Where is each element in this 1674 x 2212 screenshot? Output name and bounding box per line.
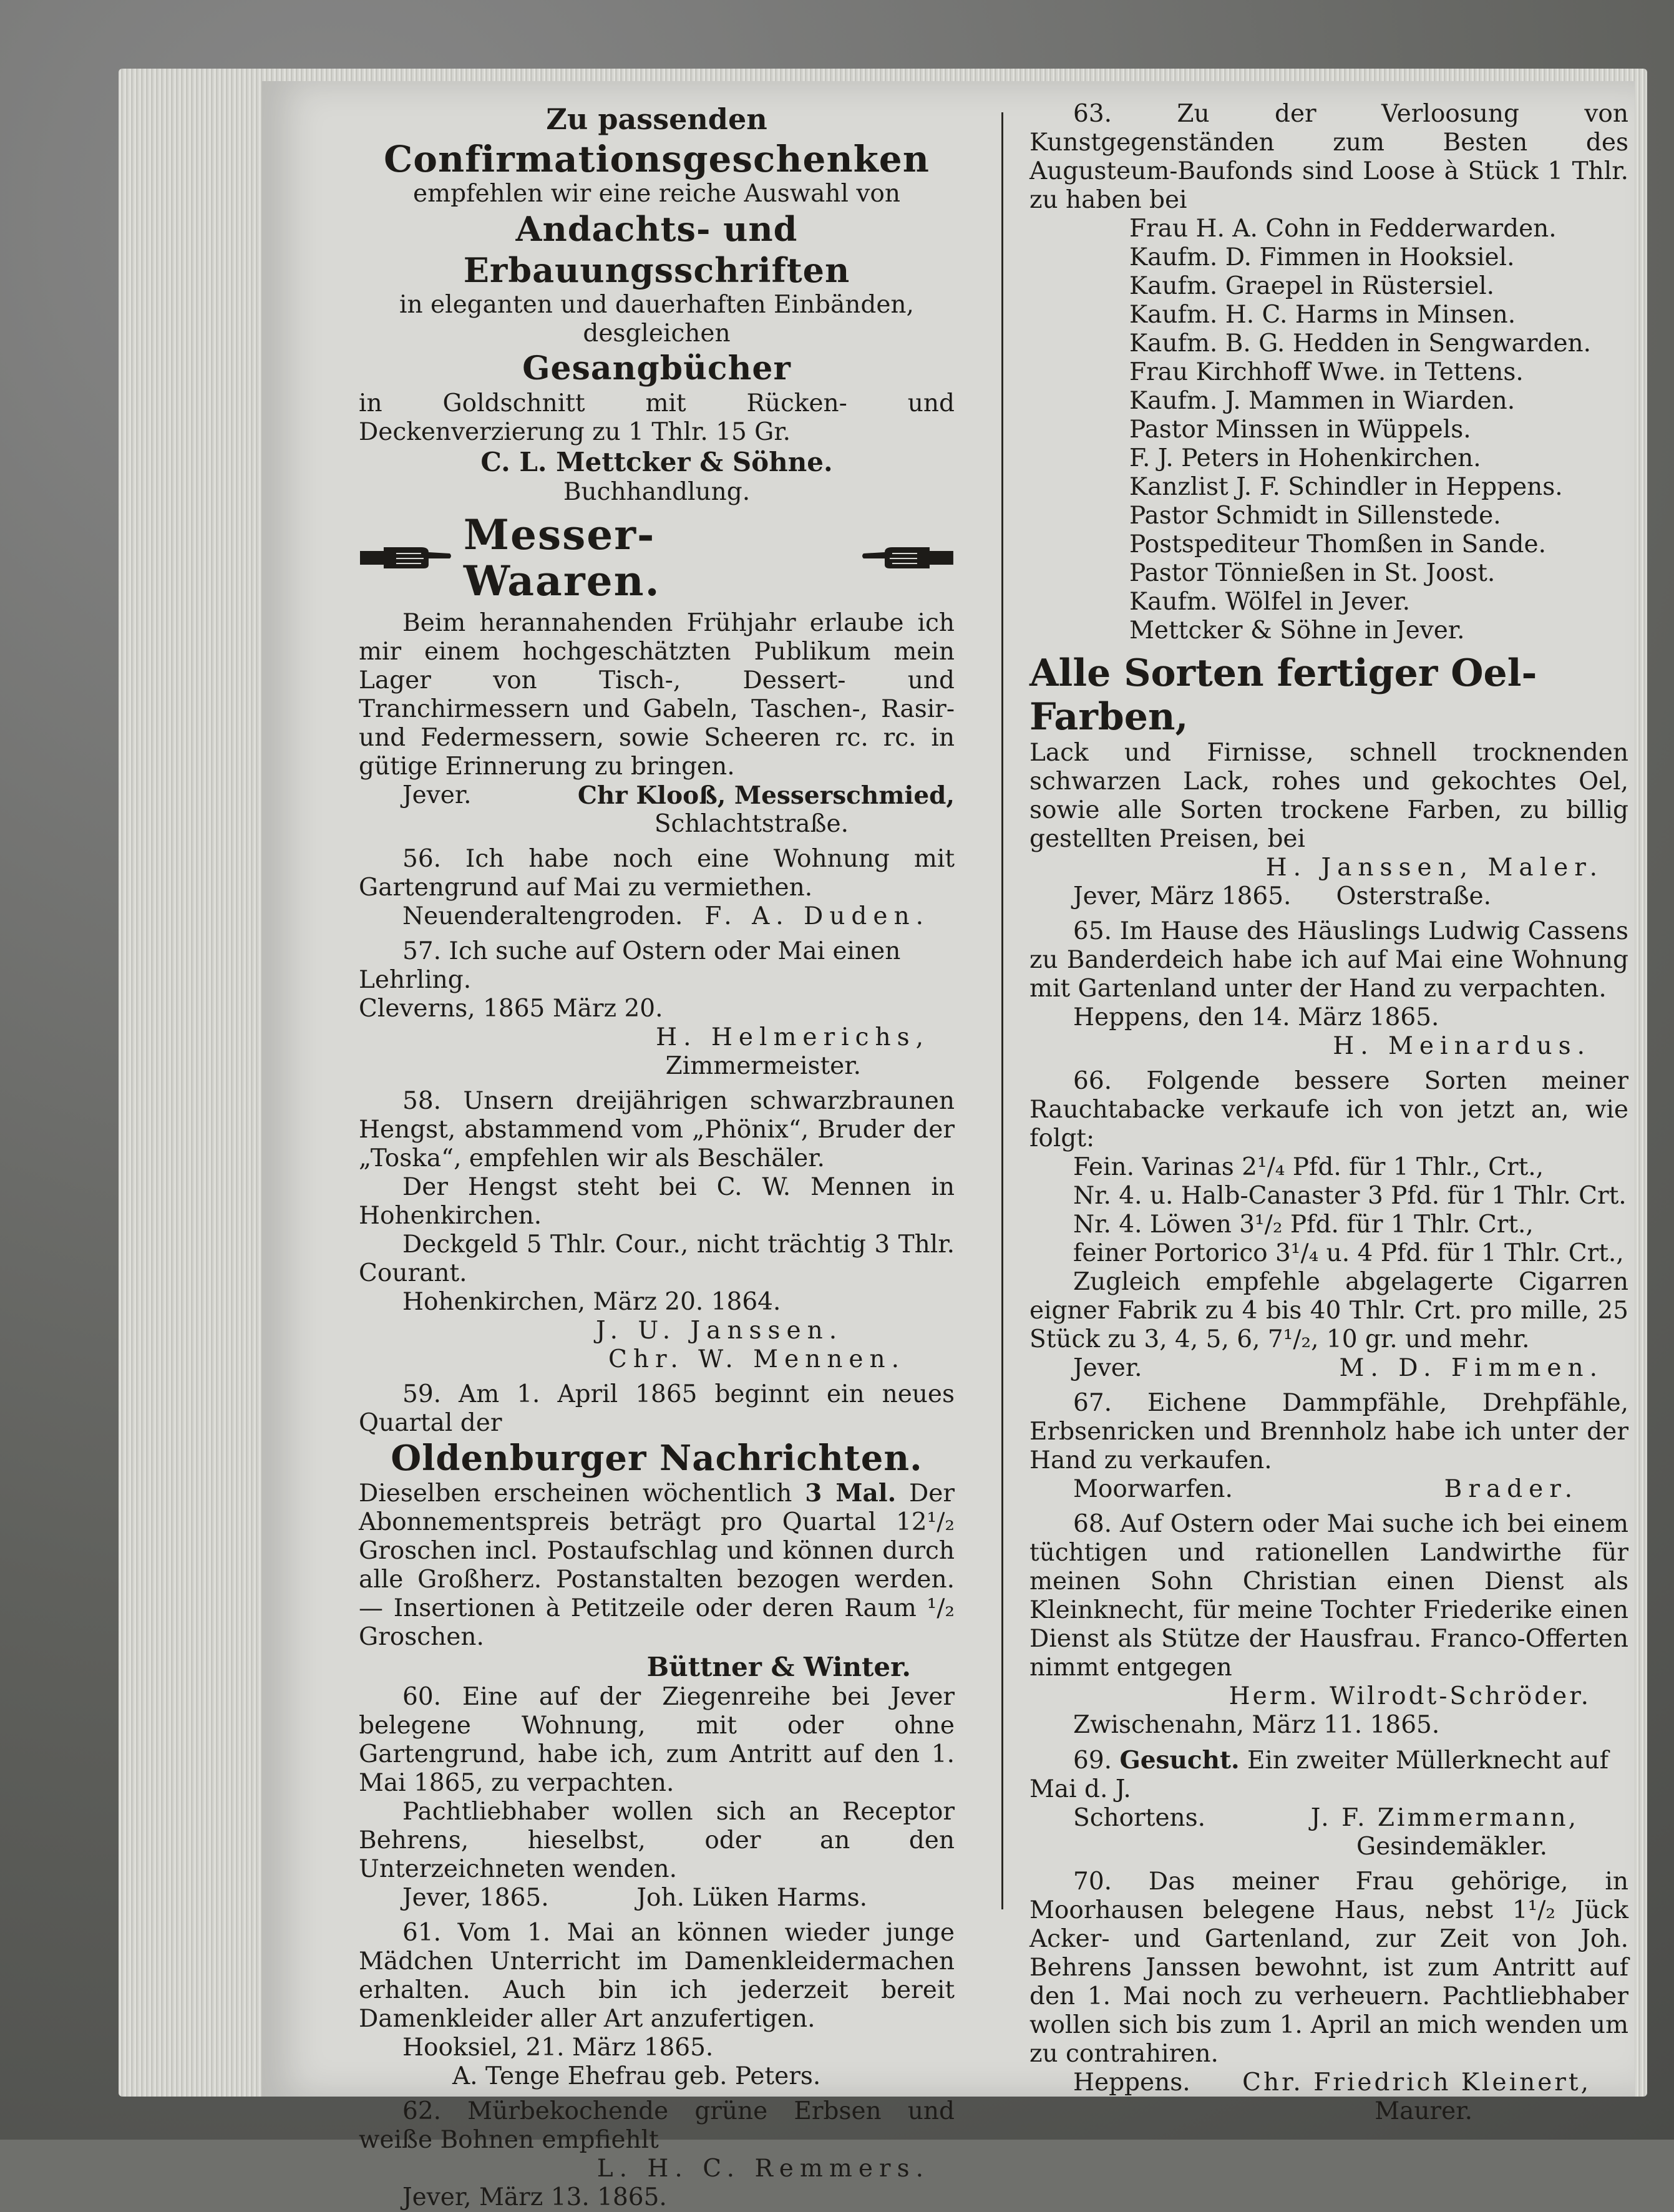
ad-messer-title: Messer-Waaren. — [463, 510, 661, 605]
ad-63-seller: Postspediteur Thomßen in Sande. — [1129, 530, 1546, 558]
ad-oel-place: Jever, März 1865. — [1073, 882, 1292, 910]
ad-68 — [1029, 1510, 1628, 1740]
ad-69 — [1029, 1746, 1628, 1861]
ad-58-name2: Chr. W. Mennen. — [608, 1345, 906, 1373]
spacer — [359, 2091, 955, 2097]
spacer — [359, 1374, 955, 1380]
ad-confirmation-line4: Andachts- und Erbauungsschriften — [463, 209, 850, 290]
ad-63-seller: Mettcker & Söhne in Jever. — [1129, 616, 1465, 645]
ad-69-text: Ein zweiter Müllerknecht auf Mai d. J. — [1029, 1747, 1609, 1803]
ad-65-name: H. Meinardus. — [1333, 1032, 1591, 1060]
ad-63-seller: Kaufm. H. C. Harms in Minsen. — [1129, 301, 1516, 329]
spacer — [1029, 1383, 1628, 1389]
ad-66-text2: Zugleich empfehle abgelagerte Cigarren eigner Fabrik zu 4 bis 40 Thlr. Crt. pro mille, 25 Stück zu 3, 4, 5, 6, 7¹/₂, 10 gr. und mehr. — [1029, 1268, 1628, 1353]
ad-68-text: 68. Auf Ostern oder Mai suche ich bei einem tüchtigen und rationellen Landwirthe für meinen Sohn Christian einen Dienst als Kleinknecht, für meine Tochter Friederike einen Dienst als Stütze der Hausfrau. Franco-Offerten nimmt entgegen — [1029, 1510, 1628, 1682]
ad-57-date: Cleverns, 1865 März 20. — [359, 995, 663, 1023]
ad-62-name: L. H. C. Remmers. — [596, 2155, 930, 2183]
ad-68-date: Zwischenahn, März 11. 1865. — [1073, 1711, 1440, 1739]
ad-63-seller: F. J. Peters in Hohenkirchen. — [1129, 444, 1481, 472]
ad-70-place: Heppens. — [1073, 2068, 1190, 2097]
ad-58-text2: Der Hengst steht bei C. W. Mennen in Hohenkirchen. — [359, 1173, 955, 1230]
ad-63-seller: Kaufm. B. G. Hedden in Sengwarden. — [1129, 329, 1592, 358]
ad-70-title: Maurer. — [1375, 2097, 1472, 2125]
ad-68-name: Herm. Wilrodt-Schröder. — [1229, 1682, 1591, 1710]
ad-67-signature — [1029, 1475, 1628, 1504]
ad-67-name: Brader. — [1444, 1475, 1579, 1503]
ad-63-seller: Kaufm. Graepel in Rüstersiel. — [1129, 272, 1495, 300]
spacer — [359, 931, 955, 937]
ad-57-title: Zimmermeister. — [665, 1052, 861, 1080]
ad-59 — [359, 1380, 955, 1683]
spacer — [1029, 645, 1628, 651]
spacer — [359, 1081, 955, 1087]
ad-58-text3: Deckgeld 5 Thlr. Cour., nicht trächtig 3 Thlr. Courant. — [359, 1230, 955, 1287]
ad-60-text: 60. Eine auf der Ziegenreihe bei Jever belegene Wohnung, mit oder ohne Gartengrund, habe ich, zum Antritt auf den 1. Mai 1865, zu verpachten. — [359, 1683, 955, 1797]
ad-65-date: Heppens, den 14. März 1865. — [1073, 1003, 1439, 1031]
spacer — [1029, 911, 1628, 917]
ad-confirmation-firm-sub: Buchhandlung. — [563, 478, 751, 506]
spacer — [359, 1912, 955, 1919]
ad-67-place: Moorwarfen. — [1073, 1475, 1233, 1503]
ad-66-item: Fein. Varinas 2¹/₄ Pfd. für 1 Thlr., Crt., — [1073, 1153, 1544, 1181]
spacer — [1029, 1861, 1628, 1868]
ad-67-text: 67. Eichene Dammpfähle, Drehpfähle, Erbsenricken und Brennholz habe ich unter der Hand zu verkaufen. — [1029, 1389, 1628, 1474]
ad-67 — [1029, 1389, 1628, 1504]
ad-63-seller: Kaufm. D. Fimmen in Hooksiel. — [1129, 243, 1515, 271]
ad-56-signature — [359, 902, 955, 931]
ad-59-firm: Büttner & Winter. — [646, 1652, 911, 1682]
ad-oel-street: Osterstraße. — [1336, 882, 1491, 910]
ad-60-name: Joh. Lüken Harms. — [636, 1884, 867, 1912]
ad-confirmation-line6: Gesangbücher — [522, 349, 791, 387]
ad-messer-signature — [359, 781, 955, 810]
ad-61-text: 61. Vom 1. Mai an können wieder junge Mädchen Unterricht im Damenkleidermachen erhalten. Auch bin ich jederzeit bereit Damenkleider aller Art anzufertigen. — [359, 1919, 955, 2033]
ad-69-title: Gesindemäkler. — [1356, 1833, 1547, 1861]
ad-65 — [1029, 917, 1628, 1061]
ad-63-seller: Pastor Schmidt in Sillenstede. — [1129, 502, 1501, 530]
ad-69-num: 69. — [1073, 1747, 1112, 1775]
ad-58 — [359, 1087, 955, 1374]
ad-69-name: J. F. Zimmermann, — [1310, 1804, 1579, 1832]
ad-66-item: Nr. 4. u. Halb-Canaster 3 Pfd. für 1 Thlr. Crt. — [1073, 1182, 1627, 1210]
ad-63-seller: Kanzlist J. F. Schindler in Heppens. — [1129, 473, 1563, 501]
ad-61 — [359, 1919, 955, 2091]
column-divider — [1001, 112, 1003, 1909]
ad-61-date: Hooksiel, 21. März 1865. — [402, 2034, 714, 2062]
ad-61-name: A. Tenge Ehefrau geb. Peters. — [452, 2062, 821, 2090]
ad-oel-text: Lack und Firnisse, schnell trocknenden schwarzen Lack, rohes und gekochtes Oel, sowie alle Sorten trockene Farben, zu billig gestellten Preisen, bei — [1029, 739, 1628, 853]
ad-messer-street: Schlachtstraße. — [654, 810, 849, 838]
ad-60-signature — [359, 1884, 955, 1912]
ad-70-name: Chr. Friedrich Kleinert, — [1242, 2068, 1591, 2097]
ad-messer-text: Beim herannahenden Frühjahr erlaube ich mir einem hochgeschätzten Publikum mein Lager von Tisch-, Dessert- und Tranchirmessern und Gabeln, Taschen-, Rasir- und Federmessern, sowie Scheeren rc. rc. in gütige Erinnerung zu bringen. — [359, 609, 955, 781]
ad-59-text2b: 3 Mal. — [805, 1479, 897, 1508]
ad-66-text: 66. Folgende bessere Sorten meiner Rauchtabacke verkaufe ich von jetzt an, wie folgt: — [1029, 1067, 1628, 1152]
ad-63-seller: Kaufm. Wölfel in Jever. — [1129, 588, 1411, 616]
spacer — [1029, 1740, 1628, 1746]
ad-57 — [359, 937, 955, 1081]
ad-63-seller: Frau Kirchhoff Wwe. in Tettens. — [1129, 358, 1524, 386]
ad-60 — [359, 1683, 955, 1912]
ad-66-item: Nr. 4. Löwen 3¹/₂ Pfd. für 1 Thlr. Crt., — [1073, 1211, 1534, 1239]
right-column — [1029, 100, 1628, 2126]
ad-messer-place: Jever. — [402, 781, 472, 809]
left-column — [359, 100, 955, 2212]
ad-56 — [359, 845, 955, 931]
ad-56-name: F. A. Duden. — [704, 902, 930, 930]
ad-59-text: 59. Am 1. April 1865 beginnt ein neues Quartal der — [359, 1380, 955, 1437]
ad-confirmation-line5: in eleganten und dauerhaften Einbänden, desgleichen — [399, 291, 914, 348]
ad-60-text2: Pachtliebhaber wollen sich an Receptor Behrens, hieselbst, oder an den Unterzeichneten wenden. — [359, 1798, 955, 1883]
ad-messer-name: Chr Klooß, Messerschmied, — [577, 781, 955, 810]
ad-63-seller: Kaufm. J. Mammen in Wiarden. — [1129, 387, 1516, 415]
ad-messer — [359, 512, 955, 839]
ad-messer-header — [359, 512, 955, 604]
ad-oel-title: Alle Sorten fertiger Oel-Farben, — [1029, 651, 1537, 739]
ad-65-text: 65. Im Hause des Häuslings Ludwig Cassens zu Banderdeich habe ich auf Mai eine Wohnung mit Gartenland unter der Hand zu verpachten. — [1029, 917, 1628, 1003]
ad-59-text2 — [359, 1479, 955, 1652]
ad-59-text2a: Dieselben erscheinen wöchentlich — [359, 1479, 805, 1508]
ad-70-text: 70. Das meiner Frau gehörige, in Moorhausen belegene Haus, nebst 1¹/₂ Jück Acker- und Gartenland, zur Zeit von Joh. Behrens Janssen bewohnt, ist zum Antritt auf den 1. Mai noch zu verheuern. Pachtliebhaber wollen sich bis zum 1. April an mich wenden um zu contrahiren. — [1029, 1868, 1628, 2068]
ad-58-text: 58. Unsern dreijährigen schwarzbraunen Hengst, abstammend vom „Phönix“, Bruder der „Toska“, empfehlen wir als Beschäler. — [359, 1087, 955, 1172]
ad-56-place: Neuenderaltengroden. — [402, 902, 683, 930]
ad-66-signature — [1029, 1354, 1628, 1383]
ad-confirmation-line3: empfehlen wir eine reiche Auswahl von — [413, 180, 900, 208]
spacer — [359, 839, 955, 845]
ad-66-item: feiner Portorico 3¹/₄ u. 4 Pfd. für 1 Thlr. Crt., — [1073, 1239, 1624, 1267]
ad-70-signature — [1029, 2068, 1628, 2097]
ad-57-text: 57. Ich suche auf Ostern oder Mai einen Lehrling. — [359, 937, 901, 994]
ad-69-place: Schortens. — [1073, 1804, 1206, 1832]
ad-57-name: H. Helmerichs, — [656, 1023, 930, 1051]
pointing-hand-left-icon — [861, 542, 955, 573]
ad-59-text2c: Der Abonnementspreis beträgt pro Quartal 12¹/₂ Groschen incl. Postaufschlag und können durch alle Großherz. Postanstalten bezogen werden. — Insertionen à Petitzeile oder deren Raum ¹/₂ Groschen. — [359, 1479, 955, 1651]
ad-oel — [1029, 651, 1628, 911]
ad-62-date: Jever, März 13. 1865. — [402, 2183, 667, 2211]
ad-69-label: Gesucht. — [1119, 1746, 1240, 1775]
ad-58-name1: J. U. Janssen. — [596, 1317, 844, 1345]
ad-63 — [1029, 100, 1628, 645]
ad-confirmation-title: Confirmationsgeschenken — [384, 138, 930, 180]
ad-confirmation — [359, 100, 955, 507]
ad-oel-name: H. Janssen, Maler. — [1265, 854, 1603, 882]
pointing-hand-right-icon — [359, 542, 452, 573]
ad-63-text: 63. Zu der Verloosung von Kunstgegenständen zum Besten des Augusteum-Baufonds sind Loose à Stück 1 Thlr. zu haben bei — [1029, 100, 1628, 214]
ad-62 — [359, 2097, 955, 2212]
ad-69-signature — [1029, 1804, 1628, 1833]
ad-confirmation-line1: Zu passenden — [546, 102, 767, 136]
spacer — [1029, 1061, 1628, 1067]
ad-56-text: 56. Ich habe noch eine Wohnung mit Gartengrund auf Mai zu vermiethen. — [359, 845, 955, 902]
ad-oel-signature — [1029, 882, 1628, 911]
ad-66 — [1029, 1067, 1628, 1383]
ad-59-title: Oldenburger Nachrichten. — [391, 1438, 923, 1479]
ad-66-place: Jever. — [1073, 1354, 1142, 1382]
ad-63-seller: Pastor Minssen in Wüppels. — [1129, 416, 1471, 444]
ad-63-seller-list — [1029, 215, 1628, 645]
ad-60-place: Jever, 1865. — [402, 1884, 549, 1912]
ad-70 — [1029, 1868, 1628, 2126]
ad-58-date: Hohenkirchen, März 20. 1864. — [402, 1288, 781, 1316]
ad-66-name: M. D. Fimmen. — [1339, 1354, 1603, 1382]
ad-63-seller: Frau H. A. Cohn in Fedderwarden. — [1129, 215, 1557, 243]
ad-62-text: 62. Mürbekochende grüne Erbsen und weiße Bohnen empfiehlt — [359, 2097, 955, 2154]
spacer — [1029, 1504, 1628, 1510]
ad-confirmation-firm: C. L. Mettcker & Söhne. — [480, 447, 833, 477]
ad-63-seller: Pastor Tönnießen in St. Joost. — [1129, 559, 1496, 587]
ad-69-text-line — [1029, 1746, 1628, 1804]
ad-confirmation-line7: in Goldschnitt mit Rücken- und Deckenverzierung zu 1 Thlr. 15 Gr. — [359, 389, 955, 446]
